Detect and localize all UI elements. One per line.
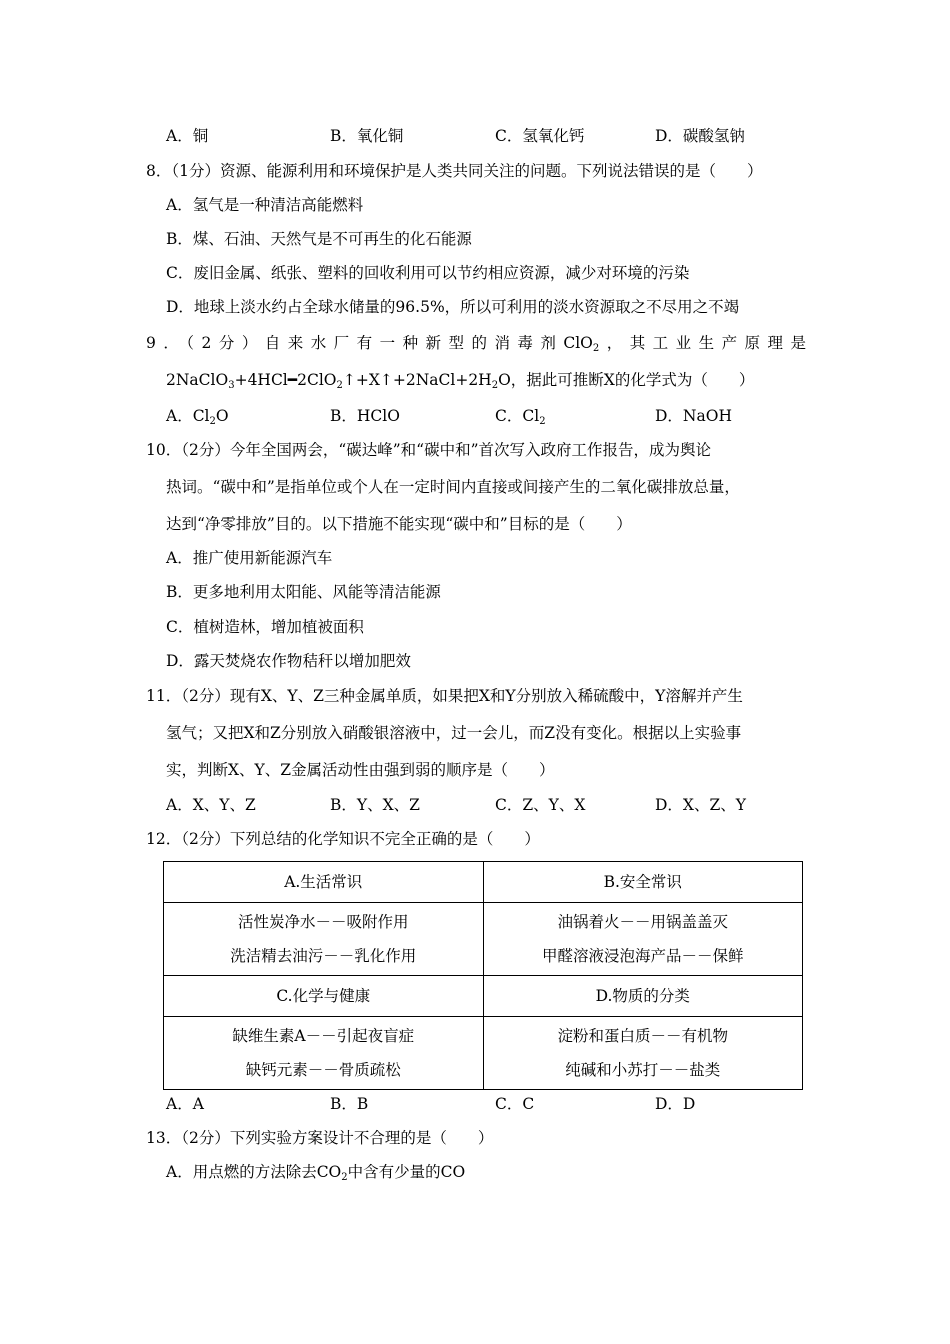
table-a-row2: 洗洁精去油污－－乳化作用 (230, 947, 417, 965)
q12-stem: 12．（2分）下列总结的化学知识不完全正确的是（ ） (146, 830, 540, 848)
q9-option-b: B．HClO (330, 407, 400, 425)
q7-option-b: B．氧化铜 (330, 127, 404, 145)
table-head-d: D.物质的分类 (483, 976, 803, 1017)
q8-option-c: C．废旧金属、纸张、塑料的回收利用可以节约相应资源，减少对环境的污染 (166, 264, 690, 282)
q13-stem: 13．（2分）下列实验方案设计不合理的是（ ） (146, 1129, 494, 1147)
table-b-row2: 甲醛溶液浸泡海产品－－保鲜 (541, 947, 744, 965)
q9-option-d: D．NaOH (655, 407, 732, 425)
q10-option-c: C．植树造林，增加植被面积 (166, 618, 364, 636)
table-b-row1: 油锅着火－－用锅盖盖灭 (557, 913, 728, 931)
q10-stem-line2: 热词。“碳中和”是指单位或个人在一定时间内直接或间接产生的二氧化碳排放总量， (166, 478, 740, 496)
q12-option-a: A．A (166, 1095, 204, 1113)
q9-option-c: C．$Cl_2$ (495, 407, 546, 427)
q10-option-a: A．推广使用新能源汽车 (166, 549, 333, 567)
q11-option-d: D．X、Z、Y (655, 796, 746, 814)
knowledge-table (163, 861, 803, 1090)
q12-option-d: D．D (655, 1095, 696, 1113)
q12-option-c: C．C (495, 1095, 535, 1113)
q9-option-a: A．$Cl_2O$ (166, 407, 229, 427)
table-d-row2: 纯碱和小苏打－－盐类 (565, 1061, 721, 1079)
table-head-c: C.化学与健康 (164, 976, 484, 1017)
q8-option-d: D．地球上淡水约占全球水储量的96.5%，所以可利用的淡水资源取之不尽用之不竭 (166, 298, 740, 316)
q11-option-c: C．Z、Y、X (495, 796, 586, 814)
table-d-row1: 淀粉和蛋白质－－有机物 (557, 1027, 728, 1045)
q13-option-a: A．用点燃的方法除去$CO_2$中含有少量的CO (166, 1163, 466, 1183)
table-a-row1: 活性炭净水－－吸附作用 (237, 913, 409, 931)
q10-option-d: D．露天焚烧农作物秸秆以增加肥效 (166, 652, 411, 670)
q8-option-b: B．煤、石油、天然气是不可再生的化石能源 (166, 230, 472, 248)
q8-stem: 8．（1分）资源、能源利用和环境保护是人类共同关注的问题。下列说法错误的是（ ） (146, 162, 763, 180)
q11-stem-line2: 氢气；又把X和Z分别放入硝酸银溶液中，过一会儿，而Z没有变化。根据以上实验事 (166, 724, 742, 742)
table-c-row2: 缺钙元素－－骨质疏松 (245, 1061, 401, 1079)
q11-stem-line3: 实，判断X、Y、Z金属活动性由强到弱的顺序是（ ） (166, 761, 555, 779)
table-head-a: A.生活常识 (164, 862, 484, 903)
table-cell-d (483, 1017, 803, 1090)
q7-option-c: C．氢氧化钙 (495, 127, 585, 145)
table-cell-b (483, 903, 803, 976)
q8-option-a: A．氢气是一种清洁高能燃料 (166, 196, 364, 214)
table-cell-a (164, 903, 484, 976)
q10-stem-line3: 达到“净零排放”目的。以下措施不能实现“碳中和”目标的是（ ） (166, 515, 632, 533)
q9-stem-line1: 9．（2分）自来水厂有一种新型的消毒剂ClO$_2$，其工业生产原理是 (146, 334, 806, 354)
q12-option-b: B．B (330, 1095, 369, 1113)
q11-option-b: B．Y、X、Z (330, 796, 420, 814)
q10-option-b: B．更多地利用太阳能、风能等清洁能源 (166, 583, 441, 601)
q7-option-d: D．碳酸氢钠 (655, 127, 745, 145)
q7-option-a: A．铜 (166, 127, 209, 145)
q10-stem-line1: 10．（2分）今年全国两会，“碳达峰”和“碳中和”首次写入政府工作报告，成为舆论 (146, 441, 712, 459)
q9-equation: $2NaClO_3+4HCl━2ClO_2↑+X↑+2NaCl+2H_2O$，据此可推断X的化学式为（ ） (166, 371, 755, 391)
table-c-row1: 缺维生素A－－引起夜盲症 (232, 1027, 415, 1045)
table-cell-c (164, 1017, 484, 1090)
q11-stem-line1: 11．（2分）现有X、Y、Z三种金属单质，如果把X和Y分别放入稀硫酸中，Y溶解并产生 (146, 687, 743, 705)
q11-option-a: A．X、Y、Z (166, 796, 256, 814)
table-head-b: B.安全常识 (483, 862, 803, 903)
